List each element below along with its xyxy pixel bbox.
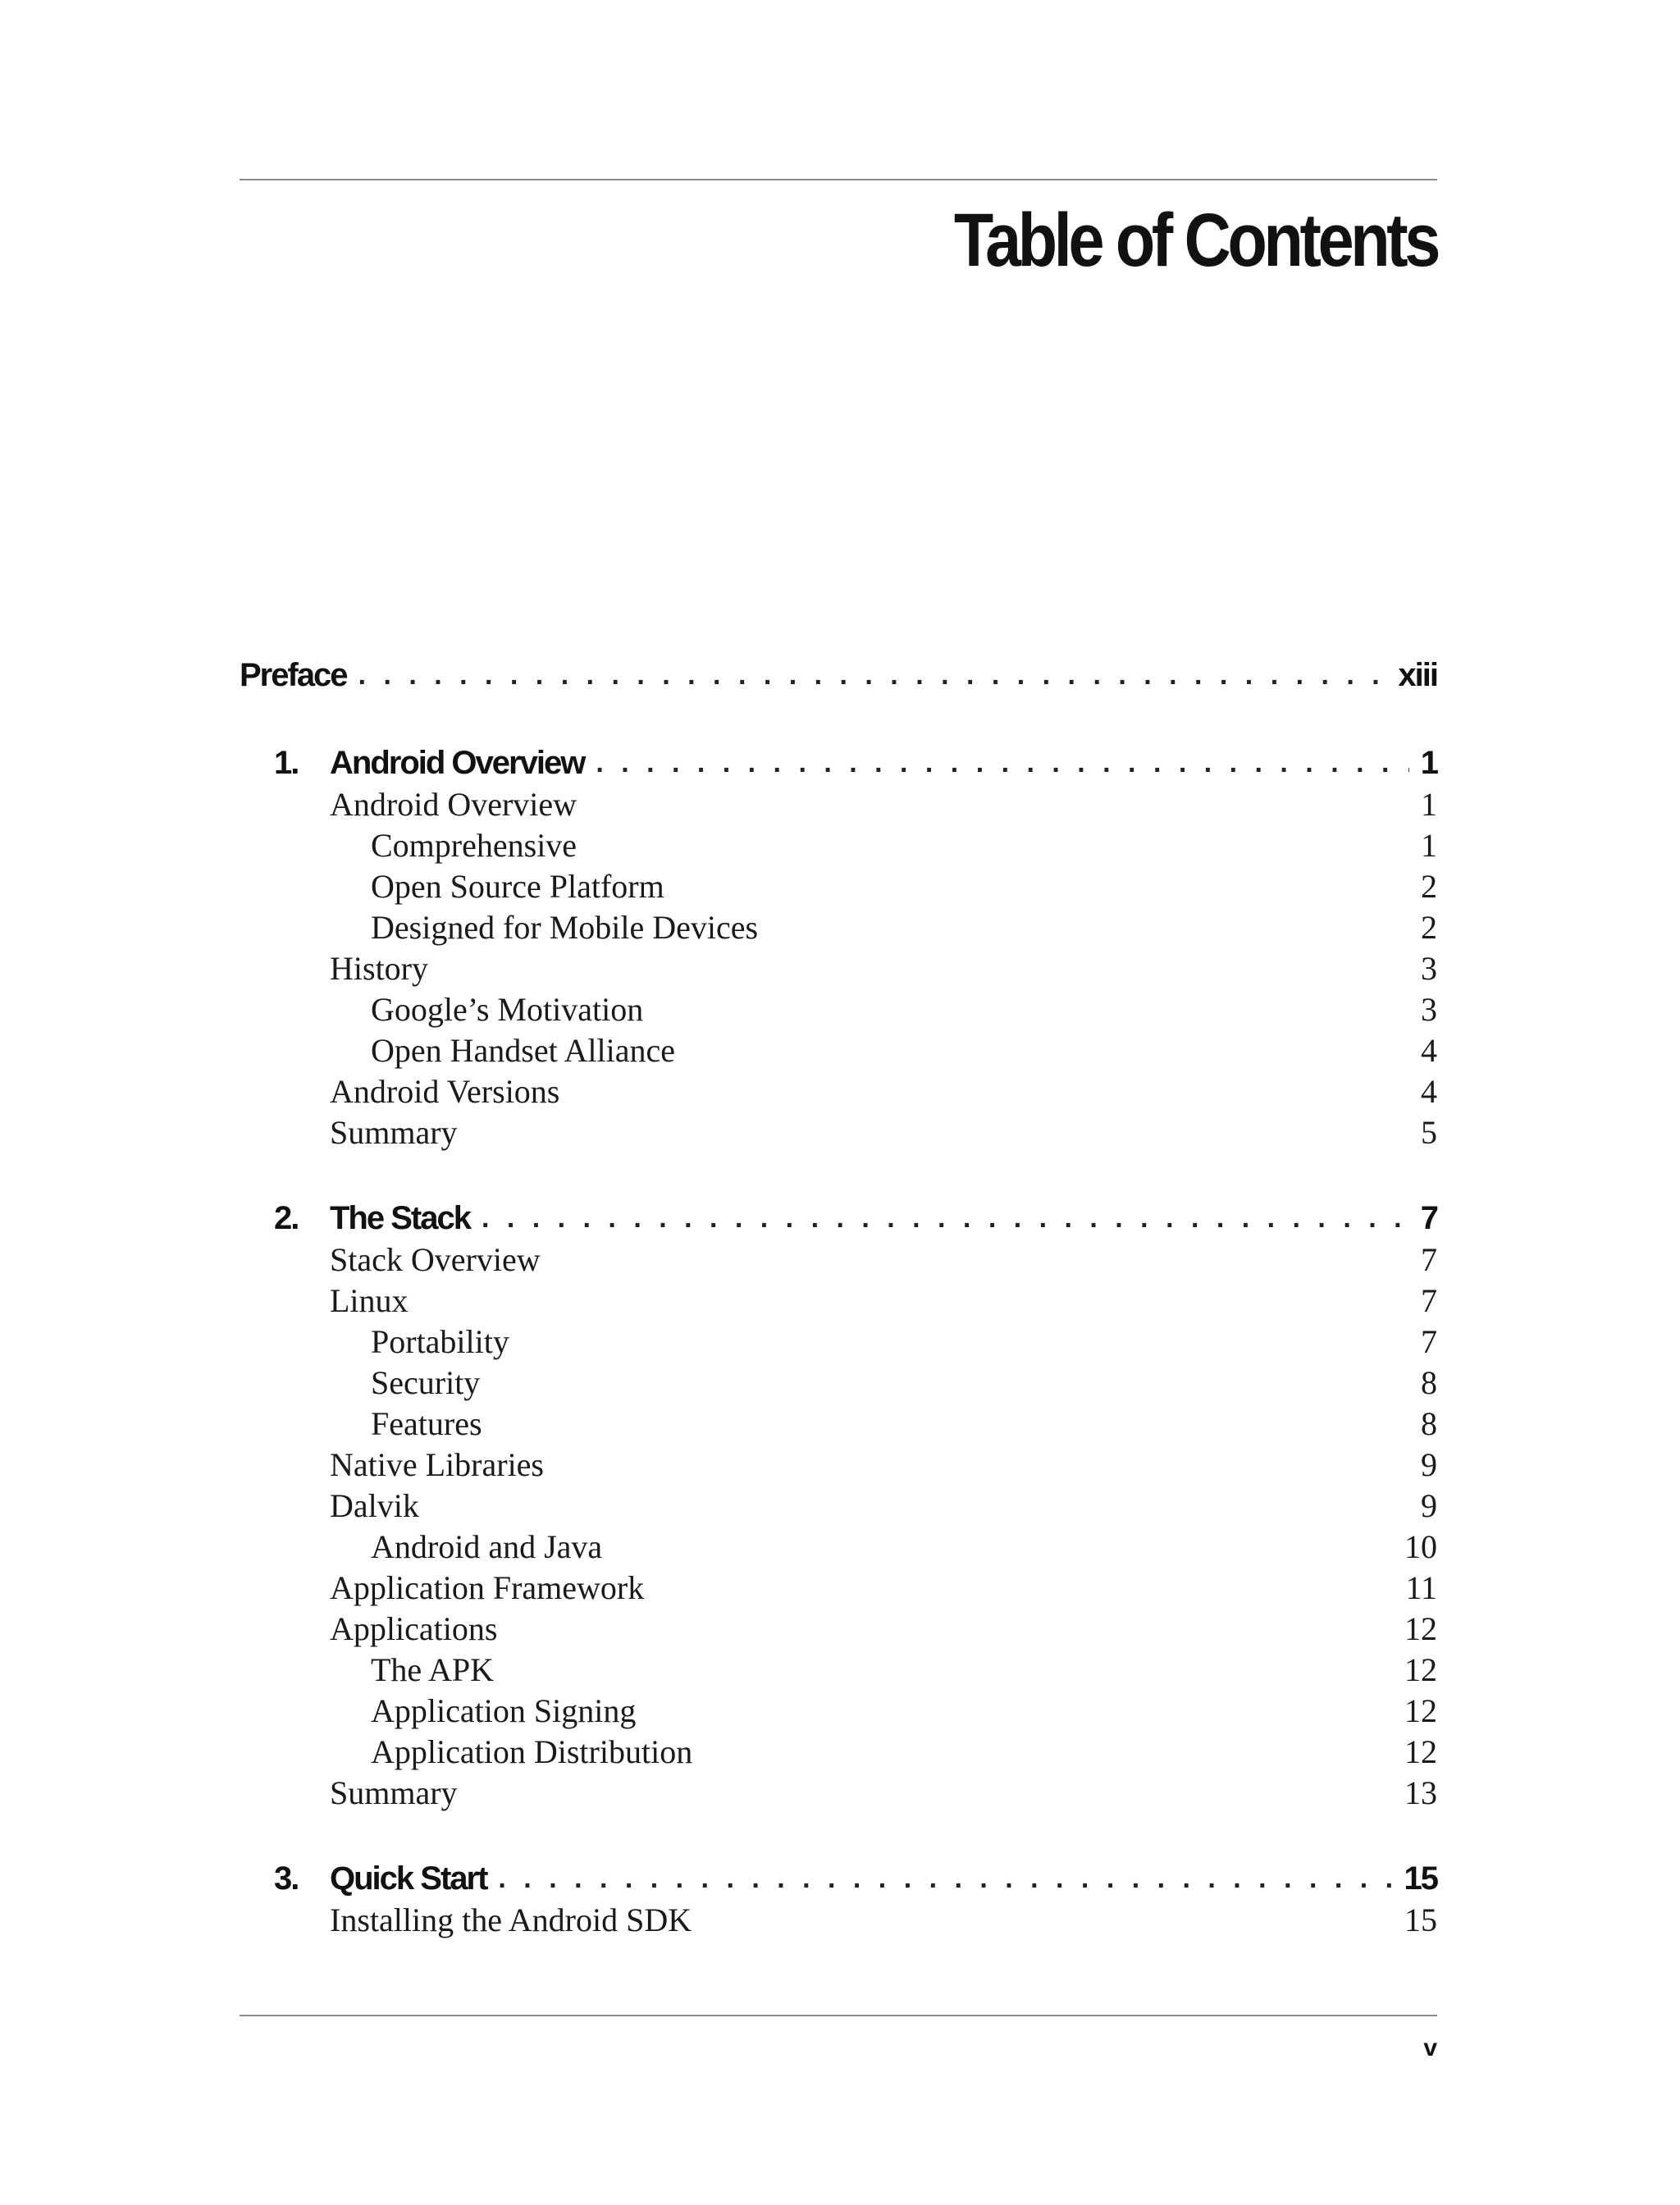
toc-section[interactable] (330, 1112, 1437, 1153)
preface-label: Preface (240, 656, 347, 693)
leader-dots (358, 660, 1387, 692)
page-title: Table of Contents (953, 199, 1437, 282)
toc-section[interactable] (330, 1567, 1437, 1608)
toc-chapter-1[interactable] (240, 742, 1437, 783)
section-page: 2 (1421, 908, 1437, 946)
section-page: 3 (1421, 990, 1437, 1028)
toc-section[interactable] (330, 1071, 1437, 1112)
section-label: Installing the Android SDK (330, 1901, 692, 1938)
section-page: 10 (1404, 1527, 1437, 1565)
toc-section[interactable] (330, 1899, 1437, 1940)
section-page: 4 (1421, 1031, 1437, 1069)
section-label: Features (371, 1404, 482, 1442)
toc-chapter-3[interactable] (240, 1858, 1437, 1899)
leader-dots (482, 1203, 1409, 1235)
bottom-rule (240, 2015, 1437, 2016)
section-label: Application Signing (371, 1691, 637, 1729)
section-page: 11 (1405, 1568, 1437, 1606)
section-page: 8 (1421, 1363, 1437, 1401)
section-page: 12 (1404, 1650, 1437, 1688)
toc-section[interactable] (330, 947, 1437, 988)
toc-subsection[interactable] (371, 906, 1437, 947)
section-label: Comprehensive (371, 826, 578, 864)
toc-section[interactable] (330, 1608, 1437, 1649)
toc-subsection[interactable] (371, 1362, 1437, 1403)
chapter-number: 1. (274, 744, 299, 781)
toc-subsection[interactable] (371, 1403, 1437, 1444)
chapter-number: 3. (274, 1860, 299, 1897)
chapter-page: 7 (1420, 1199, 1437, 1236)
chapter-page: 1 (1420, 744, 1437, 781)
section-label: Linux (330, 1281, 409, 1319)
toc-subsection[interactable] (371, 865, 1437, 906)
section-page: 3 (1421, 949, 1437, 987)
chapter-page: 15 (1404, 1860, 1437, 1897)
toc-section[interactable] (330, 1280, 1437, 1321)
section-label: Google’s Motivation (371, 990, 644, 1028)
section-label: Android and Java (371, 1527, 603, 1565)
toc-section[interactable] (330, 1239, 1437, 1280)
toc-subsection[interactable] (371, 1029, 1437, 1071)
section-page: 7 (1421, 1240, 1437, 1278)
section-label: Dalvik (330, 1486, 419, 1524)
toc-section[interactable] (330, 1772, 1437, 1813)
section-page: 5 (1421, 1113, 1437, 1151)
chapter-number: 2. (274, 1199, 299, 1236)
toc-section[interactable] (330, 783, 1437, 824)
preface-page: xiii (1398, 656, 1437, 693)
toc-section[interactable] (330, 1485, 1437, 1526)
toc-chapter-2[interactable] (240, 1198, 1437, 1239)
section-page: 1 (1421, 826, 1437, 864)
section-page: 9 (1421, 1445, 1437, 1483)
section-page: 12 (1404, 1609, 1437, 1647)
toc-subsection[interactable] (371, 1731, 1437, 1772)
section-page: 8 (1421, 1404, 1437, 1442)
section-label: Applications (330, 1609, 498, 1647)
section-label: Designed for Mobile Devices (371, 908, 759, 946)
section-label: Summary (330, 1113, 458, 1151)
toc-subsection[interactable] (371, 1649, 1437, 1690)
section-label: Android Overview (330, 785, 578, 823)
toc-subsection[interactable] (371, 1526, 1437, 1567)
section-label: Security (371, 1363, 481, 1401)
page-number: v (1423, 2034, 1437, 2061)
section-page: 4 (1421, 1072, 1437, 1110)
section-page: 13 (1404, 1774, 1437, 1811)
section-page: 12 (1404, 1691, 1437, 1729)
section-label: Native Libraries (330, 1445, 544, 1483)
section-label: History (330, 949, 428, 987)
section-page: 2 (1421, 867, 1437, 905)
section-label: Stack Overview (330, 1240, 541, 1278)
section-page: 1 (1421, 785, 1437, 823)
section-page: 9 (1421, 1486, 1437, 1524)
section-label: Open Source Platform (371, 867, 664, 905)
chapter-title: Quick Start (330, 1860, 487, 1897)
section-label: Open Handset Alliance (371, 1031, 675, 1069)
section-label: The APK (371, 1650, 494, 1688)
toc-subsection[interactable] (371, 1690, 1437, 1731)
leader-dots (498, 1863, 1392, 1895)
section-page: 7 (1421, 1322, 1437, 1360)
top-rule (240, 179, 1437, 180)
toc-section[interactable] (330, 1444, 1437, 1485)
section-label: Application Distribution (371, 1732, 693, 1770)
section-page: 12 (1404, 1732, 1437, 1770)
toc-preface[interactable] (240, 655, 1437, 696)
toc-subsection[interactable] (371, 824, 1437, 865)
leader-dots (596, 747, 1408, 779)
toc-subsection[interactable] (371, 1321, 1437, 1362)
section-label: Android Versions (330, 1072, 560, 1110)
section-label: Portability (371, 1322, 509, 1360)
section-page: 15 (1404, 1901, 1437, 1938)
chapter-title: Android Overview (330, 744, 585, 781)
chapter-title: The Stack (330, 1199, 470, 1236)
section-page: 7 (1421, 1281, 1437, 1319)
section-label: Application Framework (330, 1568, 645, 1606)
section-label: Summary (330, 1774, 458, 1811)
toc-subsection[interactable] (371, 988, 1437, 1029)
